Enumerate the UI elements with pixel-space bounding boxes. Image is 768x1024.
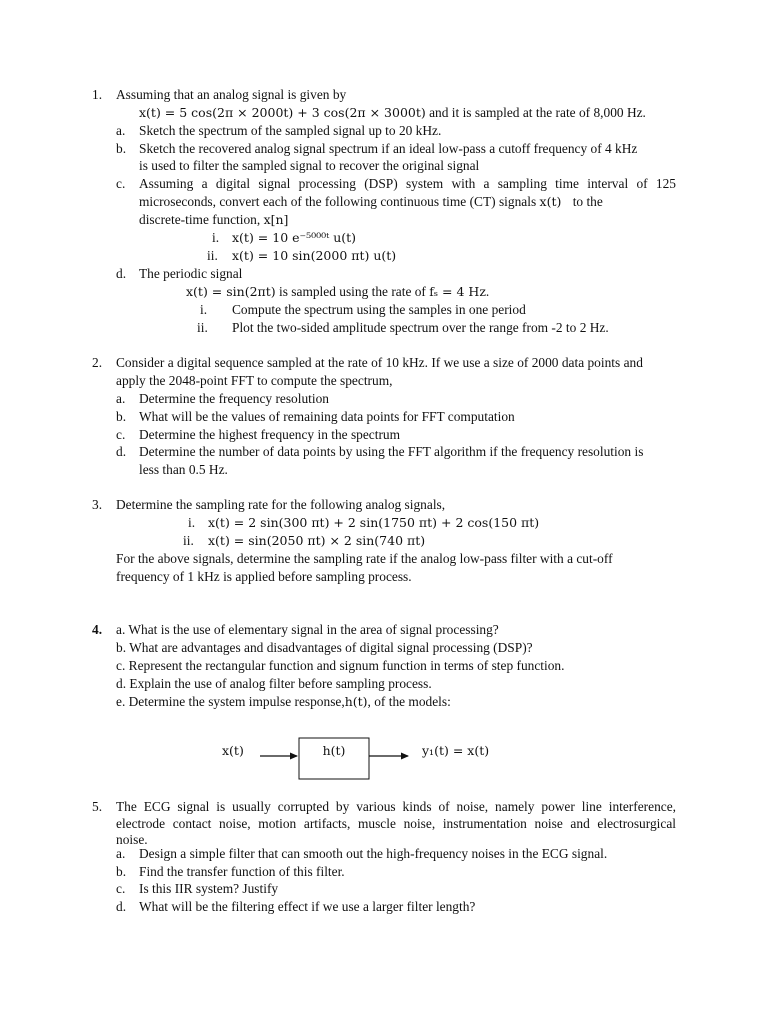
q4-e-text: e. Determine the system impulse response, <box>116 694 345 709</box>
q5-b-text: Find the transfer function of this filter. <box>139 864 345 879</box>
q1-b-line1: Sketch the recovered analog signal spectrum if an ideal low-pass a cutoff frequency of 4 kHz <box>139 141 638 156</box>
diagram-block-label: h(t) <box>322 743 346 758</box>
q3-i-label: i. <box>188 515 196 530</box>
q2-line2: apply the 2048-point FFT to compute the spectrum, <box>116 373 393 388</box>
q4-c: c. Represent the rectangular function and signum function in terms of step function. <box>116 658 565 673</box>
q1-di-text: Compute the spectrum using the samples in one period <box>232 302 526 317</box>
q5-b-label: b. <box>116 864 127 879</box>
q1-c-line3 <box>139 212 288 228</box>
q1-dii-text: Plot the two-sided amplitude spectrum over the range from -2 to 2 Hz. <box>232 320 609 335</box>
q2-b-text: What will be the values of remaining data points for FFT computation <box>139 409 515 424</box>
q1-c-line2-tail: to the <box>569 194 603 209</box>
q1-signal-math: x(t) = 5 cos(2π × 2000t) + 3 cos(2π × 3000t) <box>139 105 426 120</box>
q4-d: d. Explain the use of analog filter before sampling process. <box>116 676 432 691</box>
q2-d-line1: Determine the number of data points by using the FFT algorithm if the frequency resolution is <box>139 444 644 459</box>
q1-c-line3-math: x[n] <box>263 212 289 227</box>
q3-i-math: x(t) = 2 sin(300 πt) + 2 sin(1750 πt) + 2 cos(150 πt) <box>208 515 540 530</box>
q5-number: 5. <box>92 799 103 814</box>
q2-d-label: d. <box>116 444 127 459</box>
q1-d-signal <box>186 284 489 300</box>
diagram-output-label: y₁(t) = x(t) <box>422 743 490 758</box>
system-block-diagram <box>210 730 520 788</box>
q5-line3: noise. <box>116 832 148 847</box>
q1-a-label: a. <box>116 123 126 138</box>
q5-c-label: c. <box>116 881 126 896</box>
q1-d-mid: is sampled using the rate of <box>275 284 430 299</box>
q2-c-text: Determine the highest frequency in the spectrum <box>139 427 401 442</box>
q4-b: b. What are advantages and disadvantages of digital signal processing (DSP)? <box>116 640 533 655</box>
q1-signal-tail: and it is sampled at the rate of 8,000 Hz. <box>425 105 646 120</box>
q1-d-text: The periodic signal <box>139 266 243 281</box>
q1-cii-math: x(t) = 10 sin(2000 πt) u(t) <box>232 248 397 263</box>
q1-d-math: x(t) = sin(2πt) <box>186 284 276 299</box>
q1-cii-label: ii. <box>207 248 218 263</box>
q1-c-line2-math: x(t) <box>539 194 562 209</box>
q4-e-math: h(t) <box>344 694 368 709</box>
q5-d-text: What will be the filtering effect if we use a larger filter length? <box>139 899 476 914</box>
q1-dii-label: ii. <box>197 320 208 335</box>
q1-a-text: Sketch the spectrum of the sampled signal up to 20 kHz. <box>139 123 442 138</box>
diagram-input-label: x(t) <box>222 743 244 758</box>
q1-intro: Assuming that an analog signal is given by <box>116 87 347 102</box>
q1-c-line1: Assuming a digital signal processing (DSP) system with a sampling time interval of 125 <box>139 176 676 191</box>
q2-number: 2. <box>92 355 103 370</box>
q3-intro: Determine the sampling rate for the following analog signals, <box>116 497 446 512</box>
q2-a-label: a. <box>116 391 126 406</box>
q1-c-label: c. <box>116 176 126 191</box>
q1-di-label: i. <box>200 302 208 317</box>
q1-c-line2-text: microseconds, convert each of the following continuous time (CT) signals <box>139 194 540 209</box>
q3-number: 3. <box>92 497 103 512</box>
q5-line1: The ECG signal is usually corrupted by various kinds of noise, namely power line interference, <box>116 799 676 814</box>
q1-signal <box>139 105 646 121</box>
q3-ii-math: x(t) = sin(2050 πt) × 2 sin(740 πt) <box>208 533 426 548</box>
q2-a-text: Determine the frequency resolution <box>139 391 329 406</box>
q3-follow1: For the above signals, determine the sampling rate if the analog low-pass filter with a cut-off <box>116 551 613 566</box>
q4-e <box>116 694 451 710</box>
q1-number: 1. <box>92 87 103 102</box>
q5-d-label: d. <box>116 899 127 914</box>
q1-b-label: b. <box>116 141 127 156</box>
q3-follow2: frequency of 1 kHz is applied before sampling process. <box>116 569 412 584</box>
q5-a-text: Design a simple filter that can smooth out the high-frequency noises in the ECG signal. <box>139 846 608 861</box>
q1-c-line2 <box>139 194 603 210</box>
q2-line1: Consider a digital sequence sampled at the rate of 10 kHz. If we use a size of 2000 data points and <box>116 355 643 370</box>
q1-d-end: . <box>485 284 490 299</box>
q1-c-line3-text: discrete-time function, <box>139 212 264 227</box>
q1-d-label: d. <box>116 266 127 281</box>
q4-number: 4. <box>92 622 103 637</box>
q2-c-label: c. <box>116 427 126 442</box>
q1-d-rate: fₛ = 4 Hz <box>429 284 486 299</box>
q1-b-line2: is used to filter the sampled signal to recover the original signal <box>139 158 480 173</box>
q5-line2: electrode contact noise, motion artifacts, muscle noise, instrumentation noise and electrosurgical <box>116 816 676 831</box>
q5-c-text: Is this IIR system? Justify <box>139 881 279 896</box>
q5-a-label: a. <box>116 846 126 861</box>
q2-d-line2: less than 0.5 Hz. <box>139 462 228 477</box>
q2-b-label: b. <box>116 409 127 424</box>
q4-a: a. What is the use of elementary signal in the area of signal processing? <box>116 622 499 637</box>
q1-ci-label: i. <box>212 230 220 245</box>
q4-e-tail: , of the models: <box>367 694 451 709</box>
q1-ci-math: x(t) = 10 e⁻⁵⁰⁰⁰ᵗ u(t) <box>232 230 357 245</box>
q3-ii-label: ii. <box>183 533 194 548</box>
